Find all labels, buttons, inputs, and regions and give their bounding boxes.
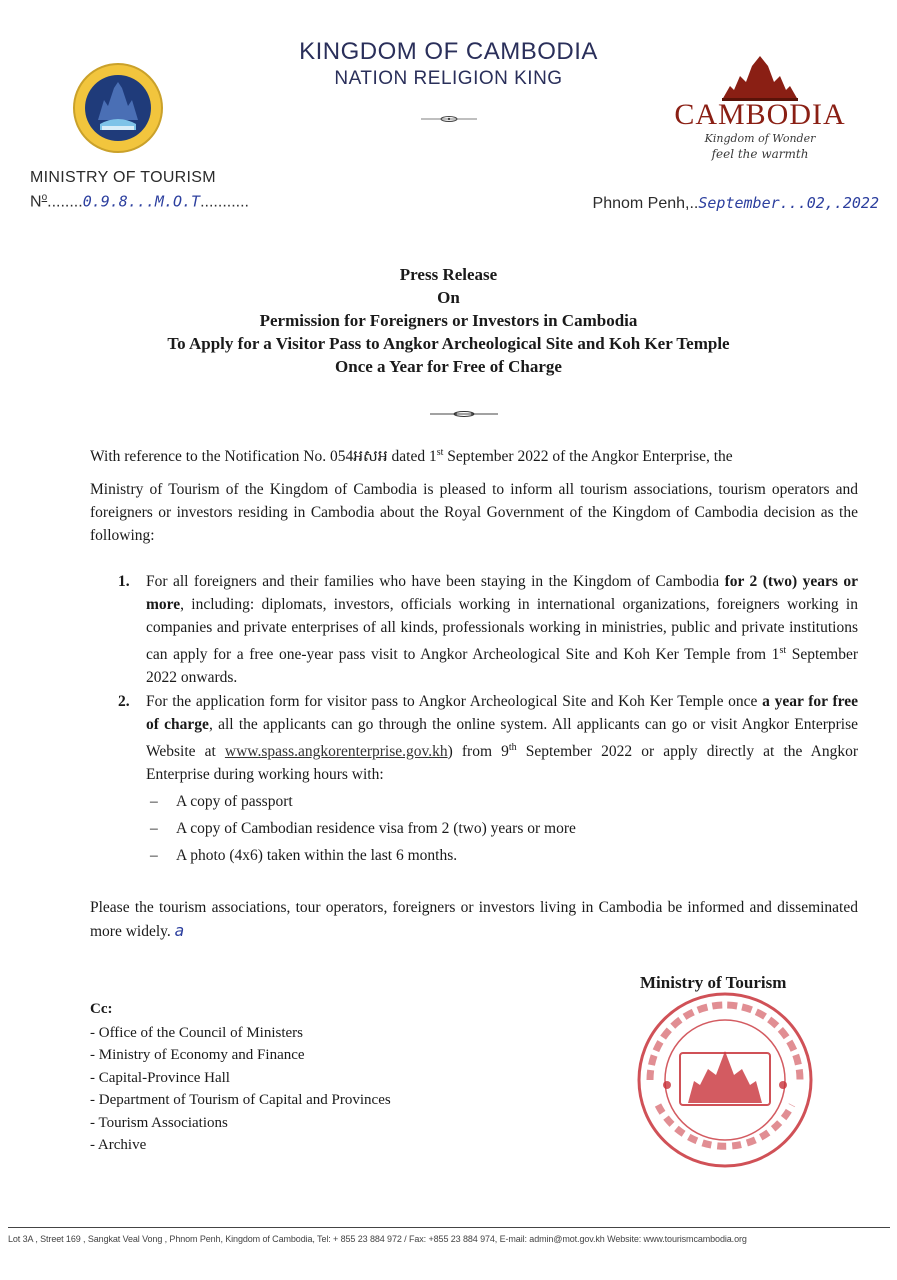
- document-number-dots-after: ...........: [200, 193, 249, 211]
- place-label: Phnom Penh,..: [592, 195, 699, 212]
- title-ornament-icon: [428, 405, 500, 423]
- point-2-text-b: , all the applicants can go through the online system. All applicants can go or visit Angkor Enterprise Website at: [146, 716, 858, 761]
- press-release-title: [0, 263, 897, 378]
- point-1-text-c: September 2022 onwards.: [146, 646, 858, 687]
- intro-text-b: dated 1: [387, 448, 437, 466]
- point-2-text-a: For the application form for visitor pass to Angkor Archeological Site and Koh Ker Temple once: [146, 693, 763, 711]
- footer-contact: Lot 3A , Street 169 , Sangkat Veal Vong , Phnom Penh, Kingdom of Cambodia, Tel: + 855 23 884 972 / Fax: +855 23 884 974, E-mail: admin@mot.gov.kh Website: www.tourismcambodia.org: [8, 1234, 747, 1244]
- cc-label: Cc:: [90, 1001, 113, 1017]
- document-number-sup: o: [41, 192, 48, 203]
- signatory-title: Ministry of Tourism: [640, 973, 787, 992]
- angkor-temple-icon: [660, 52, 860, 102]
- point-number: 2.: [118, 693, 130, 711]
- document-number: [30, 192, 249, 211]
- footer-divider: [8, 1227, 890, 1228]
- angkor-enterprise-website-link[interactable]: www.spass.angkorenterprise.gov.kh: [224, 743, 448, 761]
- title-line-3: Permission for Foreigners or Investors in Cambodia: [259, 311, 638, 330]
- list-item: - Office of the Council of Ministers: [90, 1024, 304, 1041]
- brand-tagline: Kingdom of Wonder: [704, 132, 816, 145]
- cc-recipients: [90, 1022, 391, 1157]
- list-item: - Capital-Province Hall: [90, 1069, 230, 1086]
- cambodia-brand-logo: [660, 52, 860, 172]
- requirements-list: [146, 790, 858, 867]
- initial-mark: a: [174, 921, 185, 940]
- point-2-bold: a year for free of charge: [146, 693, 858, 734]
- title-line-4: To Apply for a Visitor Pass to Angkor Archeological Site and Koh Ker Temple: [167, 334, 730, 353]
- intro-text-c: September 2022 of the Angkor Enterprise, the: [443, 448, 733, 466]
- point-1-text-a: For all foreigners and their families who have been staying in the Kingdom of Cambodia: [146, 573, 725, 590]
- intro-sup: st: [436, 447, 444, 458]
- list-item: - Archive: [90, 1137, 147, 1153]
- requirement-item: – A photo (4x6) taken within the last 6 months.: [146, 844, 858, 867]
- title-line-1: Press Release: [399, 265, 498, 284]
- document-number-value: 0.9.8...M.O.T: [82, 192, 201, 211]
- closing-text: Please the tourism associations, tour operators, foreigners or investors living in Cambodia be informed and disseminated more widely.: [90, 899, 858, 940]
- list-item: - Department of Tourism of Capital and Provinces: [90, 1092, 391, 1108]
- point-1-text-b: , including: diplomats, investors, officials working in international organizations, foreigners working in companies and private enterprises of all kinds, professionals working in ministries, public and private institutions can apply for a free one-year pass visit to Angkor Archeological Site and Koh Ker Temple from 1: [146, 596, 858, 664]
- title-line-2: On: [437, 288, 460, 307]
- requirement-item: – A copy of passport: [146, 790, 858, 813]
- brand-wordmark: CAMBODIA: [674, 98, 846, 131]
- closing-paragraph: [90, 896, 858, 943]
- intro-paragraph-2: Ministry of Tourism of the Kingdom of Cambodia is pleased to inform all tourism associations, tourism operators and foreigners or investors residing in Cambodia about the Royal Government of the Kingdom of Cambodia decision as the following:: [90, 481, 858, 544]
- ministry-seal-stamp: [630, 985, 820, 1175]
- intro-khmer-code: ឣសអ: [353, 448, 388, 466]
- cc-list: [90, 998, 391, 1157]
- decision-points: [118, 570, 858, 871]
- point-2-sup: th: [508, 742, 517, 754]
- list-item: [118, 690, 858, 867]
- date-value: September...02,.2022: [698, 194, 879, 212]
- place-and-date: [593, 194, 879, 213]
- point-1-bold: for 2 (two) years or more: [146, 573, 858, 613]
- intro-paragraph-1: [90, 441, 858, 468]
- requirement-item: – A copy of Cambodian residence visa from 2 (two) years or more: [146, 817, 858, 840]
- point-1-sup: st: [779, 645, 787, 656]
- kingdom-title: KINGDOM OF CAMBODIA: [299, 38, 598, 65]
- document-number-dots-before: ........: [47, 193, 83, 211]
- intro-text-a: With reference to the Notification No. 054: [90, 448, 354, 466]
- national-motto: NATION RELIGION KING: [334, 68, 563, 89]
- list-item: - Ministry of Economy and Finance: [90, 1047, 305, 1063]
- list-item: - Tourism Associations: [90, 1114, 228, 1131]
- issuing-ministry: MINISTRY OF TOURISM: [30, 169, 216, 186]
- point-number: 1.: [118, 573, 130, 590]
- point-2-text-d: September 2022 or apply directly at the Angkor Enterprise during working hours with:: [146, 743, 858, 784]
- document-number-label: N: [30, 193, 42, 211]
- title-line-5: Once a Year for Free of Charge: [335, 357, 562, 376]
- brand-slogan: feel the warmth: [711, 147, 809, 161]
- list-item: [118, 570, 858, 689]
- point-2-text-c: ) from 9: [447, 743, 509, 761]
